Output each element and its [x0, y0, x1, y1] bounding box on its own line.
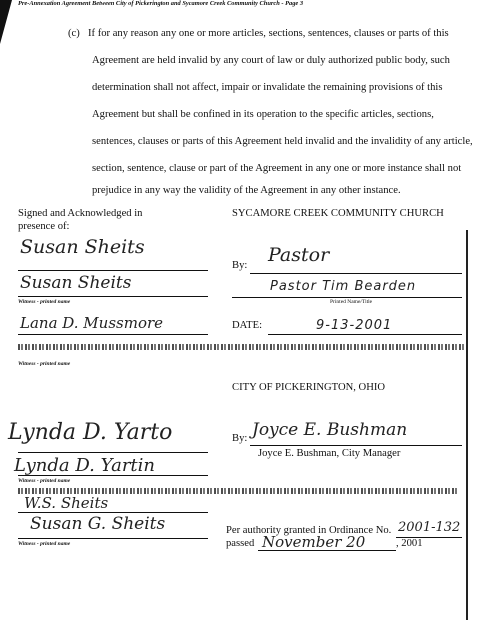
witness-signature-3: Lynda D. Yarto [8, 420, 173, 445]
witness-signature-2: Lana D. Mussmore [20, 314, 164, 332]
signature-line [18, 475, 208, 476]
signature-line [250, 273, 462, 274]
scan-artifact [228, 344, 468, 350]
church-name: SYCAMORE CREEK COMMUNITY CHURCH [232, 208, 444, 219]
date-line [268, 334, 462, 335]
clause-line: Agreement but shall be confined in its operation to the specific articles, sections, [92, 109, 434, 120]
signature-line [18, 452, 208, 453]
city-by-label: By: [232, 433, 248, 444]
passed-label: passed [226, 538, 255, 549]
clause-line: Agreement are held invalid by any court of law or duly authorized public body, such [92, 55, 450, 66]
witness-signature-4: W.S. Sheits [24, 494, 109, 512]
witness-heading-cont: presence of: [18, 221, 70, 232]
clause-line: section, sentence, clause or part of the Agreement in any one or more instance shall not [92, 163, 462, 174]
city-signer: Joyce E. Bushman, City Manager [258, 448, 401, 459]
signature-line [18, 270, 208, 271]
witness-printed-4: Susan G. Sheits [30, 514, 166, 534]
authority-text: Per authority granted in Ordinance No. [226, 525, 392, 536]
witness-label: Witness - printed name [18, 541, 71, 547]
ordinance-number: 2001-132 [398, 520, 461, 535]
scan-corner-mark [0, 0, 12, 44]
signature-line [18, 334, 208, 335]
clause-line: sentences, clauses or parts of this Agreement held invalid and the invalidity of any article, [92, 136, 473, 147]
clause-line: If for any reason any one or more articles, sections, sentences, clauses or parts of this [88, 28, 449, 39]
passed-line [258, 550, 396, 551]
clause-line: prejudice in any way the validity of the Agreement in any other instance. [92, 185, 401, 196]
witness-heading: Signed and Acknowledged in [18, 208, 143, 219]
signature-line [18, 296, 208, 297]
church-date-value: 9-13-2001 [316, 318, 393, 333]
passed-year: , 2001 [396, 538, 423, 549]
city-signature: Joyce E. Bushman [252, 420, 408, 440]
signature-line [18, 538, 208, 539]
signature-line [232, 297, 462, 298]
church-date-label: DATE: [232, 320, 263, 331]
witness-printed-1: Susan Sheits [20, 273, 132, 293]
city-name: CITY OF PICKERINGTON, OHIO [232, 382, 386, 393]
witness-label: Witness - printed name [18, 478, 71, 484]
signature-line [250, 445, 462, 446]
clause-line: determination shall not affect, impair or invalidate the remaining provisions of this [92, 82, 443, 93]
church-printed-name: Pastor Tim Bearden [270, 279, 417, 294]
witness-signature-1: Susan Sheits [20, 236, 145, 258]
church-signature: Pastor [268, 244, 330, 266]
witness-printed-3: Lynda D. Yartin [14, 455, 156, 476]
witness-label: Witness - printed name [18, 361, 71, 367]
clause-marker: (c) [68, 28, 80, 39]
church-by-label: By: [232, 260, 248, 271]
scan-artifact [18, 344, 228, 350]
scan-edge [466, 230, 468, 620]
witness-label: Witness - printed name [18, 299, 71, 305]
signature-line [18, 512, 208, 513]
running-header: Pre-Annexation Agreement Between City of Pickerington and Sycamore Creek Community Church - Page 3 [18, 0, 304, 7]
passed-date: November 20 [262, 533, 366, 551]
printed-name-label: Printed Name/Title [330, 299, 373, 305]
